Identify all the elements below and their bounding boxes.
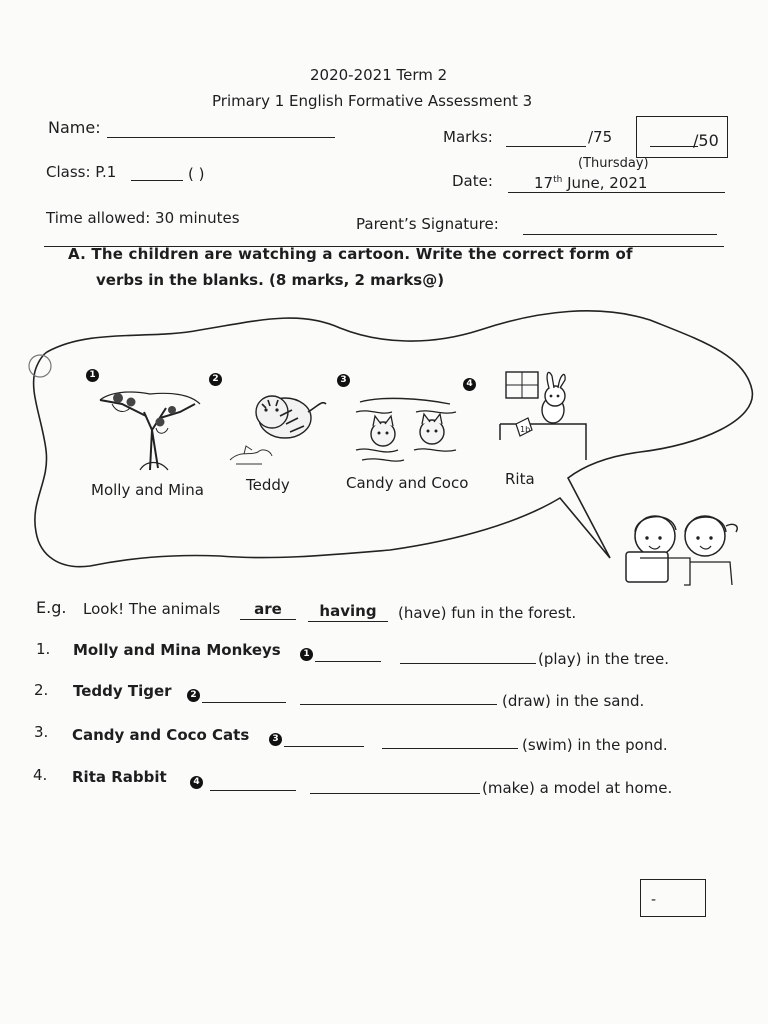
- score-box[interactable]: [640, 879, 706, 917]
- panel-4-number: 4: [463, 374, 476, 393]
- date-line: [508, 192, 725, 193]
- example-prefix: E.g.: [36, 598, 67, 617]
- children-watching: [626, 516, 737, 585]
- time-allowed: Time allowed: 30 minutes: [46, 209, 240, 227]
- example-answer-2: having: [308, 602, 388, 622]
- parent-signature-label: Parent’s Signature:: [356, 215, 499, 233]
- question-2-number: 2.: [34, 681, 49, 699]
- cartoon-illustration: [0, 300, 768, 600]
- year-term: 2020-2021 Term 2: [310, 66, 448, 84]
- question-1-blank-1[interactable]: [315, 661, 381, 662]
- tree-with-monkeys: [100, 392, 200, 470]
- question-4-blank-1[interactable]: [210, 790, 296, 791]
- doodle-circle: [29, 355, 51, 377]
- parent-signature-field[interactable]: [523, 234, 717, 235]
- day-note: (Thursday): [578, 156, 649, 171]
- class-label: Class: P.1: [46, 163, 117, 181]
- question-2-subject: Teddy Tiger: [73, 682, 172, 700]
- question-3-blank-2[interactable]: [382, 748, 518, 749]
- class-number-paren: ( ): [188, 165, 205, 183]
- panel-1-label: Molly and Mina: [91, 481, 204, 499]
- question-1-blank-2[interactable]: [400, 663, 536, 664]
- marks-total: /75: [588, 128, 613, 146]
- question-4-blank-2[interactable]: [310, 793, 480, 794]
- question-1-verb-phrase: (play) in the tree.: [538, 650, 670, 668]
- question-4-subject: Rita Rabbit: [72, 768, 167, 786]
- question-3-subject: Candy and Coco Cats: [72, 726, 250, 744]
- panel-2-number: 2: [209, 369, 222, 388]
- question-1-subject: Molly and Mina Monkeys: [73, 641, 281, 659]
- panel-3-number: 3: [337, 370, 350, 389]
- question-3-marker: 3: [269, 729, 282, 748]
- question-4-verb-phrase: (make) a model at home.: [482, 779, 673, 797]
- panel-1-number: 1: [86, 365, 99, 384]
- name-label: Name:: [48, 118, 101, 137]
- date-day: 17: [534, 174, 554, 192]
- question-3-blank-1[interactable]: [284, 746, 364, 747]
- example-answer-1: are: [240, 600, 296, 620]
- date-value: [534, 174, 647, 192]
- question-1-number: 1.: [36, 640, 51, 658]
- date-label: Date:: [452, 172, 493, 190]
- instruction-line-1: A. The children are watching a cartoon. Write the correct form of: [68, 245, 633, 263]
- question-2-verb-phrase: (draw) in the sand.: [502, 692, 645, 710]
- date-month-year: June, 2021: [562, 174, 648, 192]
- question-2-blank-1[interactable]: [202, 702, 286, 703]
- tv-label: 1b: [520, 425, 531, 434]
- marks-box-blank[interactable]: [650, 146, 698, 147]
- example-text-after: (have) fun in the forest.: [398, 604, 577, 622]
- question-2-marker: 2: [187, 685, 200, 704]
- question-4-marker: 4: [190, 772, 203, 791]
- rabbit-at-table: [500, 372, 586, 460]
- question-3-verb-phrase: (swim) in the pond.: [522, 736, 668, 754]
- panel-4-label: Rita: [505, 470, 535, 488]
- example-text-before: Look! The animals: [83, 600, 221, 618]
- marks-field[interactable]: [506, 146, 586, 147]
- name-field[interactable]: [107, 137, 335, 138]
- marks-label: Marks:: [443, 128, 493, 146]
- instruction-line-2: verbs in the blanks. (8 marks, 2 marks@): [96, 271, 445, 289]
- marks-box-total: /50: [693, 131, 719, 150]
- class-field[interactable]: [131, 180, 183, 181]
- question-4-number: 4.: [33, 766, 48, 784]
- question-1-marker: 1: [300, 644, 313, 663]
- question-2-blank-2[interactable]: [300, 704, 497, 705]
- cats-in-pond: [356, 398, 456, 461]
- tiger-drawing: [230, 396, 326, 464]
- score-box-text: -: [651, 892, 657, 908]
- date-suffix: th: [553, 175, 563, 185]
- page-title: Primary 1 English Formative Assessment 3: [212, 92, 533, 110]
- panel-2-label: Teddy: [246, 476, 290, 494]
- panel-3-label: Candy and Coco: [346, 474, 469, 492]
- question-3-number: 3.: [34, 723, 49, 741]
